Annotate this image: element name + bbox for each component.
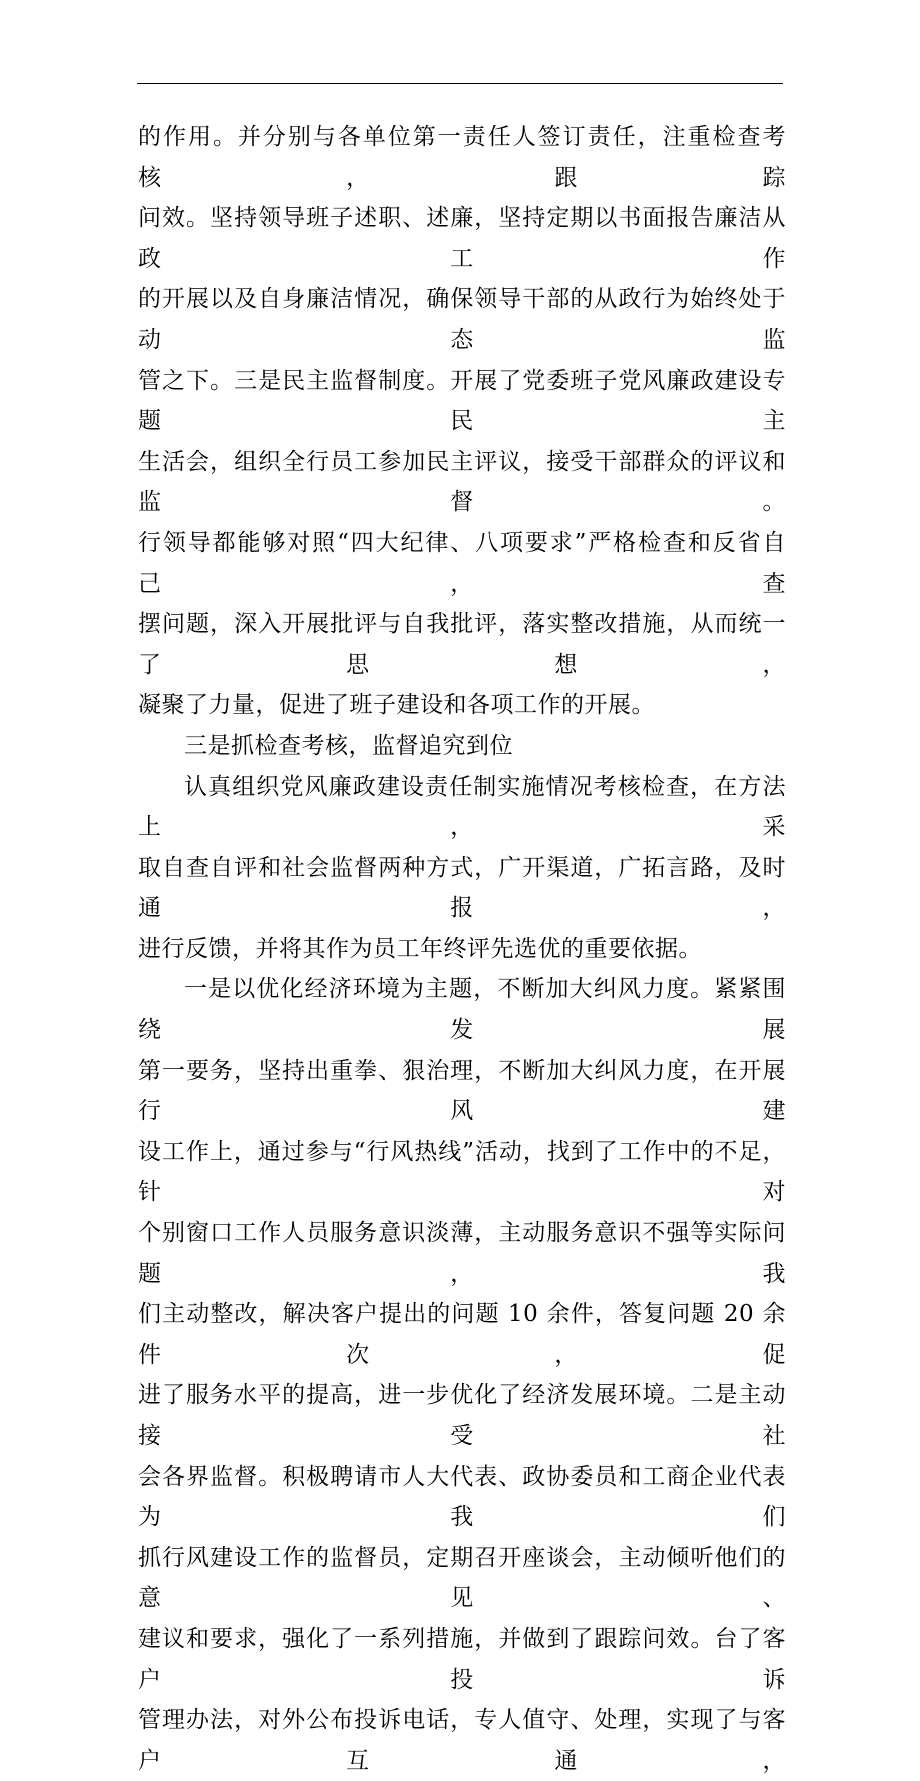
text-line: 生活会，组织全行员工参加民主评议，接受干部群众的评议和监督。 — [138, 448, 786, 516]
text-line: 一是以优化经济环境为主题，不断加大纠风力度。紧紧围绕发展 — [138, 976, 786, 1044]
paragraph-inspection — [138, 767, 786, 970]
text-line: 行领导都能够对照“四大纪律、八项要求”严格检查和反省自己，查 — [138, 529, 786, 597]
text-line: 建议和要求，强化了一系列措施，并做到了跟踪问效。台了客户投诉 — [138, 1625, 786, 1693]
text-line: 取自查自评和社会监督两种方式，广开渠道，广拓言路，及时通报， — [138, 854, 786, 922]
text-line: 第一要务，坚持出重拳、狠治理，不断加大纠风力度，在开展行风建 — [138, 1057, 786, 1125]
text-line: 三是抓检查考核，监督追究到位 — [184, 732, 513, 759]
header-rule — [137, 83, 783, 84]
document-body — [138, 117, 786, 1781]
text-line: 的开展以及自身廉洁情况，确保领导干部的从政行为始终处于动态监 — [138, 286, 786, 353]
text-line: 们主动整改，解决客户提出的问题 10 余件，答复问题 20 余件次，促 — [138, 1301, 786, 1368]
text-line: 进了服务水平的提高，进一步优化了经济发展环境。二是主动接受社 — [138, 1382, 786, 1449]
text-line: 认真组织党风廉政建设责任制实施情况考核检查，在方法上，采 — [138, 773, 786, 841]
text-line: 管之下。三是民主监督制度。开展了党委班子党风廉政建设专题民主 — [138, 367, 786, 435]
text-line: 设工作上，通过参与“行风热线”活动，找到了工作中的不足，针对 — [138, 1138, 786, 1206]
paragraph-environment — [138, 969, 786, 1781]
text-line: 问效。坚持领导班子述职、述廉，坚持定期以书面报告廉洁从政工作 — [138, 205, 786, 272]
text-line: 进行反馈，并将其作为员工年终评先选优的重要依据。 — [138, 935, 702, 962]
section-heading — [138, 726, 786, 767]
text-line: 会各界监督。积极聘请市人大代表、政协委员和工商企业代表为我们 — [138, 1463, 786, 1531]
text-line: 个别窗口工作人员服务意识淡薄，主动服务意识不强等实际问题，我 — [138, 1220, 786, 1287]
text-line: 抓行风建设工作的监督员，定期召开座谈会，主动倾听他们的意见、 — [138, 1544, 786, 1612]
paragraph-continuation — [138, 117, 786, 726]
text-line: 的作用。并分别与各单位第一责任人签订责任，注重检查考核，跟踪 — [138, 124, 786, 191]
text-line: 摆问题，深入开展批评与自我批评，落实整改措施，从而统一了思想， — [138, 611, 786, 678]
text-line: 管理办法，对外公布投诉电话，专人值守、处理，实现了与客户互通， — [138, 1707, 786, 1774]
text-line: 凝聚了力量，促进了班子建设和各项工作的开展。 — [138, 692, 655, 719]
